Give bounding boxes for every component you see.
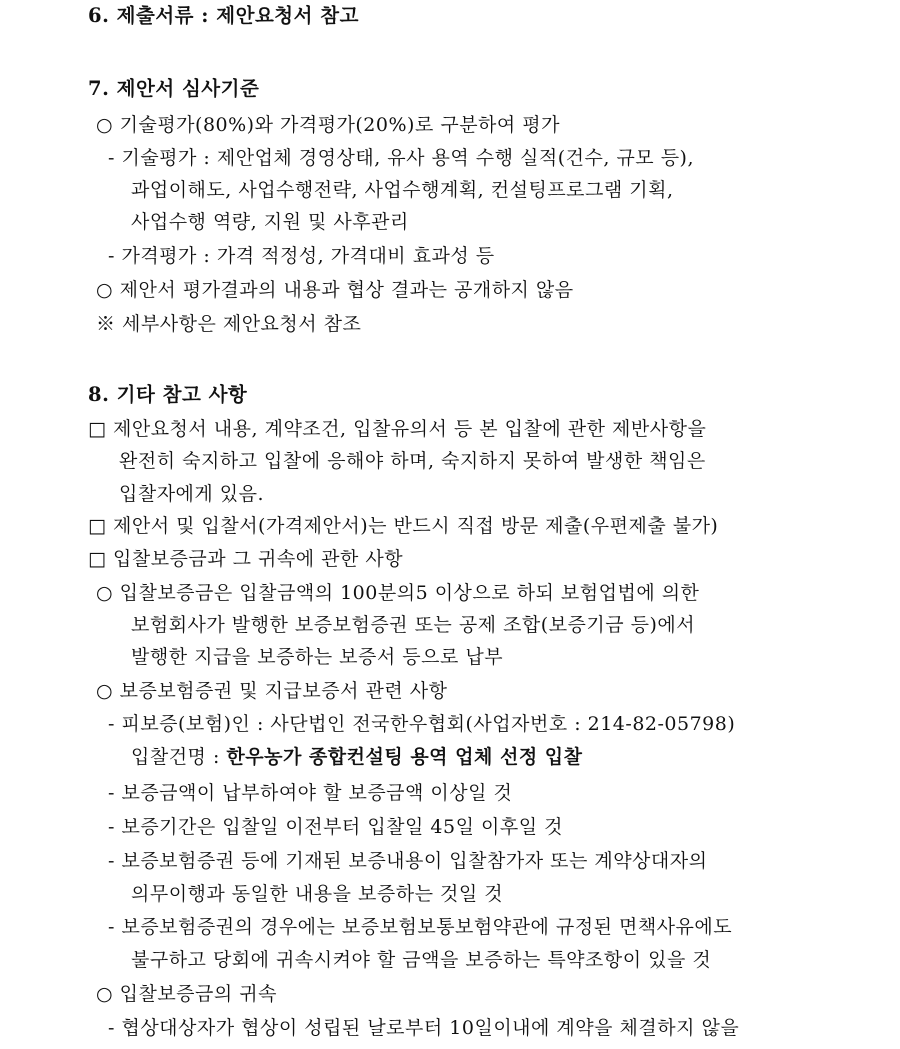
section-8-line-13: - 보증기간은 입찰일 이전부터 입찰일 45일 이후일 것 — [108, 816, 563, 838]
section-8-line-2: 완전히 숙지하고 입찰에 응해야 하며, 숙지하지 못하여 발생한 책임은 — [119, 450, 706, 472]
bid-name-label: 입찰건명 : — [131, 746, 227, 768]
section-7-line-4: 사업수행 역량, 지원 및 사후관리 — [131, 211, 409, 233]
section-8-line-15: 의무이행과 동일한 내용을 보증하는 것일 것 — [131, 883, 504, 905]
section-8-line-19: - 협상대상자가 협상이 성립된 날로부터 10일이내에 계약을 체결하지 않을 — [108, 1017, 740, 1039]
section-7-line-5: - 가격평가 : 가격 적정성, 가격대비 효과성 등 — [108, 245, 495, 267]
section-8-line-14: - 보증보험증권 등에 기재된 보증내용이 입찰참가자 또는 계약상대자의 — [108, 850, 708, 872]
section-8-line-17: 불구하고 당회에 귀속시켜야 할 금액을 보증하는 특약조항이 있을 것 — [131, 949, 712, 971]
section-8-line-11 — [131, 744, 583, 770]
section-8-line-18: ○ 입찰보증금의 귀속 — [96, 983, 277, 1005]
section-7-heading: 7. 제안서 심사기준 — [88, 77, 260, 100]
section-8-line-9: ○ 보증보험증권 및 지급보증서 관련 사항 — [96, 680, 448, 702]
section-8-line-5: □ 입찰보증금과 그 귀속에 관한 사항 — [88, 548, 404, 570]
section-8-line-10: - 피보증(보험)인 : 사단법인 전국한우협회(사업자번호 : 214-82-05798) — [108, 713, 736, 735]
section-7-line-2: - 기술평가 : 제안업체 경영상태, 유사 용역 수행 실적(건수, 규모 등), — [108, 147, 695, 169]
section-8-line-7: 보험회사가 발행한 보증보험증권 또는 공제 조합(보증기금 등)에서 — [131, 614, 696, 636]
section-8-line-6: ○ 입찰보증금은 입찰금액의 100분의5 이상으로 하되 보험업법에 의한 — [96, 582, 700, 604]
section-8-line-16: - 보증보험증권의 경우에는 보증보험보통보험약관에 규정된 면책사유에도 — [108, 916, 733, 938]
section-8-line-3: 입찰자에게 있음. — [119, 483, 265, 505]
bid-name-value: 한우농가 종합컨설팅 용역 업체 선정 입찰 — [226, 746, 583, 768]
section-8-line-4: □ 제안서 및 입찰서(가격제안서)는 반드시 직접 방문 제출(우편제출 불가) — [88, 515, 719, 537]
section-7-line-7: ※ 세부사항은 제안요청서 참조 — [96, 313, 362, 335]
section-7-line-6: ○ 제안서 평가결과의 내용과 협상 결과는 공개하지 않음 — [96, 279, 574, 301]
section-6-heading: 6. 제출서류 : 제안요청서 참고 — [88, 4, 359, 27]
section-8-line-8: 발행한 지급을 보증하는 보증서 등으로 납부 — [131, 646, 504, 668]
section-8-line-1: □ 제안요청서 내용, 계약조건, 입찰유의서 등 본 입찰에 관한 제반사항을 — [88, 418, 707, 440]
section-8-heading: 8. 기타 참고 사항 — [88, 383, 248, 406]
section-8-line-12: - 보증금액이 납부하여야 할 보증금액 이상일 것 — [108, 782, 513, 804]
section-7-line-1: ○ 기술평가(80%)와 가격평가(20%)로 구분하여 평가 — [96, 114, 561, 136]
section-7-line-3: 과업이해도, 사업수행전략, 사업수행계획, 컨설팅프로그램 기획, — [131, 179, 674, 201]
